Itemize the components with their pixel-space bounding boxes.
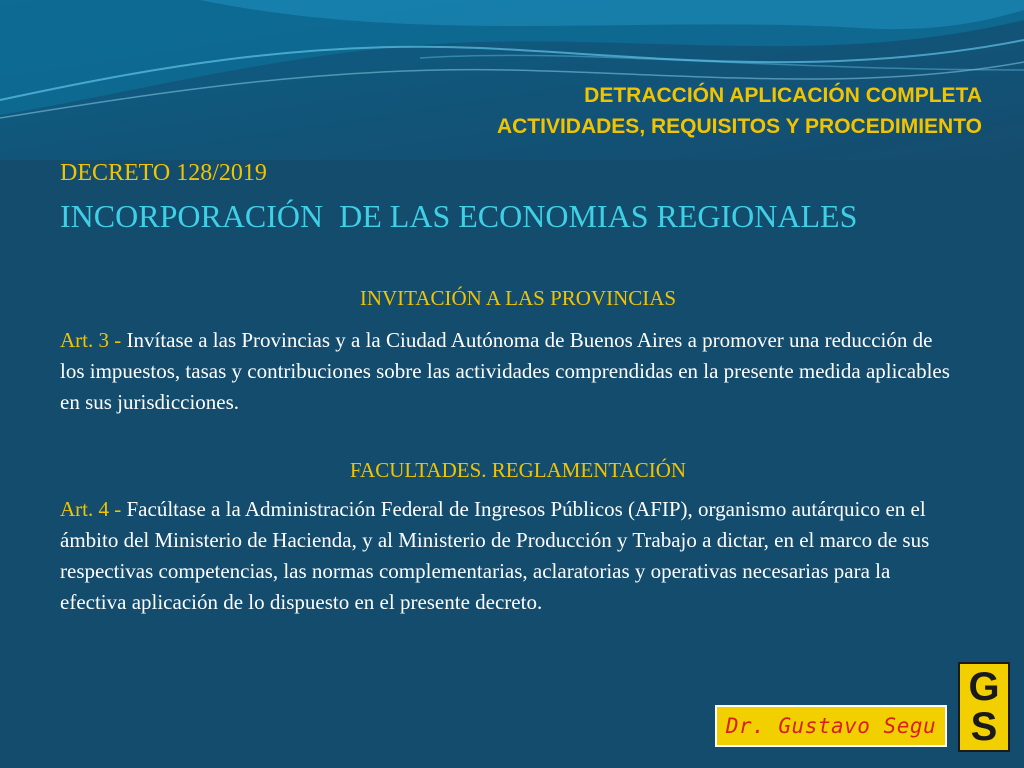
header-line-1: DETRACCIÓN APLICACIÓN COMPLETA (584, 84, 982, 107)
section-heading-regulation: FACULTADES. REGLAMENTACIÓN (349, 458, 687, 482)
article-4-text: Facúltase a la Administración Federal de Ingresos Públicos (AFIP), organismo autárquico en el ámbito del Ministerio de Hacienda, y al Ministerio de Producción y Trabajo a dictar, en el marco de sus respectivas competencias, las normas complementarias, aclaratorias y operativas necesarias para la efectiva aplicación de lo dispuesto en el presente decreto. (60, 497, 930, 614)
article-4-number: Art. 4 - (60, 497, 122, 521)
logo-letter-s: S (970, 705, 998, 749)
slide-title: INCORPORACIÓN DE LAS ECONOMIAS REGIONALES (60, 198, 858, 234)
header-line-2: ACTIVIDADES, REQUISITOS Y PROCEDIMIENTO (496, 115, 982, 138)
article-3-number: Art. 3 - (60, 328, 122, 352)
gs-logo (958, 662, 1010, 752)
article-4 (60, 494, 960, 618)
section-heading-provinces: INVITACIÓN A LAS PROVINCIAS (359, 286, 677, 310)
slide-header (497, 80, 982, 142)
article-3 (60, 325, 960, 418)
article-3-text: Invítase a las Provincias y a la Ciudad Autónoma de Buenos Aires a promover una reducción de los impuestos, tasas y contribuciones sobre las actividades comprendidas en la presente medida aplicables en sus jurisdicciones. (60, 328, 950, 414)
decree-label: DECRETO 128/2019 (60, 160, 267, 186)
logo-letter-g: G (968, 665, 1000, 709)
author-signature: Dr. Gustavo Segu (715, 705, 947, 747)
